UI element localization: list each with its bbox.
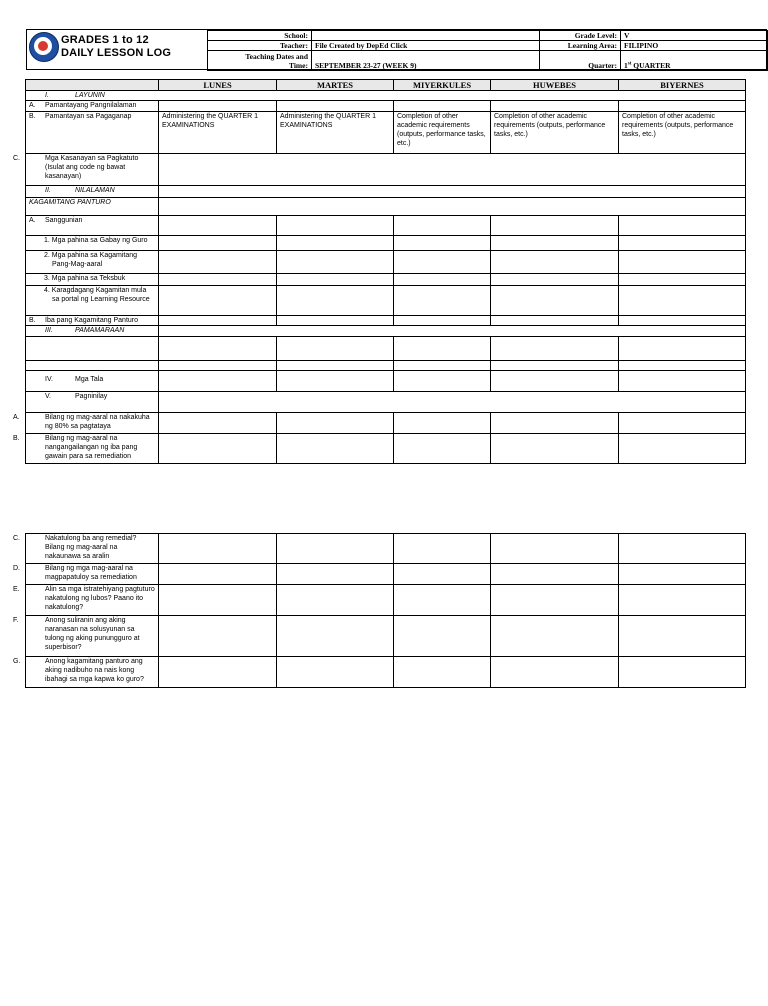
row-label-nakatulong: C. Nakatulong ba ang remedial? Bilang ng mag-aaral na nakaunawa sa aralin (26, 534, 159, 564)
table-row (26, 361, 746, 371)
row-label-pagninilay: V. Pagninilay (26, 392, 159, 413)
grade-level-label: Grade Level: (540, 31, 621, 41)
header-info-table (207, 30, 768, 71)
section-nilalaman: II. NILALAMAN (26, 186, 159, 198)
table-row (26, 112, 746, 154)
teaching-dates-label-line2: Time: (288, 60, 308, 70)
table-row (26, 371, 746, 392)
blank-header-cell (26, 80, 159, 91)
quarter-number: 1 (624, 61, 628, 70)
title-line-1: GRADES 1 to 12 (61, 34, 149, 46)
table-row (26, 101, 746, 112)
pagaganap-huwebes: Completion of other academic requirements (outputs, performance tasks, etc.) (491, 112, 619, 154)
table-row (26, 337, 746, 361)
title-line-2: DAILY LESSON LOG (61, 47, 172, 59)
lesson-table-part-2 (13, 533, 746, 688)
table-row (26, 326, 746, 337)
teaching-dates-value: SEPTEMBER 23-27 (WEEK 9) (312, 51, 540, 71)
document-title (61, 34, 171, 60)
row-label-magpapatuloy: D. Bilang ng mga mag-aaral na magpapatuloy sa remediation (26, 564, 159, 585)
pagaganap-biyernes: Completion of other academic requirements (outputs, performance tasks, etc.) (619, 112, 746, 154)
row-label-kagamitang-mag-aaral: 2. Mga pahina sa Kagamitang Pang-Mag-aaral (26, 251, 159, 274)
day-header-huwebes: HUWEBES (491, 80, 619, 91)
row-label-sanggunian: A. Sanggunian (26, 216, 159, 236)
table-row (26, 316, 746, 326)
teaching-dates-label (208, 51, 312, 71)
teacher-value: File Created by DepEd Click (312, 41, 540, 51)
table-row (26, 286, 746, 316)
row-label-pangnilalaman: A. Pamantayang Pangnilalaman (26, 101, 159, 112)
table-row (26, 657, 746, 688)
school-value (312, 31, 540, 41)
section-kagamitang-panturo: KAGAMITANG PANTURO (26, 198, 159, 216)
learning-area-value: FILIPINO (621, 41, 768, 51)
table-row (26, 616, 746, 657)
row-label-iba-pang: B. Iba pang Kagamitang Panturo (26, 316, 159, 326)
table-row (26, 274, 746, 286)
row-label-bilang-remediation: B. Bilang ng mag-aaral na nangangailangan ng iba pang gawain para sa remediation (26, 434, 159, 464)
table-row (26, 534, 746, 564)
table-row (26, 198, 746, 216)
table-row (26, 236, 746, 251)
table-row (26, 585, 746, 616)
row-label-kasanayan: C. Mga Kasanayan sa Pagkatuto (Isulat ang code ng bawat kasanayan) (26, 154, 159, 186)
quarter-word: QUARTER (633, 61, 671, 70)
day-header-martes: MARTES (277, 80, 394, 91)
day-header-lunes: LUNES (159, 80, 277, 91)
row-label-gabay: 1. Mga pahina sa Gabay ng Guro (26, 236, 159, 251)
lesson-table-part-1 (13, 79, 746, 464)
section-layunin: I. LAYUNIN (26, 91, 746, 101)
quarter-value (621, 51, 768, 71)
grade-level-value: V (621, 31, 768, 41)
table-row (26, 564, 746, 585)
day-header-row (26, 80, 746, 91)
table-row (26, 392, 746, 413)
table-row (26, 91, 746, 101)
day-header-miyerkules: MIYERKULES (394, 80, 491, 91)
school-label: School: (208, 31, 312, 41)
row-label-suliranin: F. Anong suliranin ang aking naranasan na solusyunan sa tulong ng aking punungguro at superbisor? (26, 616, 159, 657)
pagaganap-lunes: Administering the QUARTER 1 EXAMINATIONS (159, 112, 277, 154)
day-header-biyernes: BIYERNES (619, 80, 746, 91)
section-pamamaraan: III. PAMAMARAAN (26, 326, 159, 337)
pagaganap-miyerkules: Completion of other academic requirements (outputs, performance tasks, etc.) (394, 112, 491, 154)
teacher-label: Teacher: (208, 41, 312, 51)
row-label-mga-tala: IV. Mga Tala (26, 371, 159, 392)
quarter-suffix: st (627, 61, 632, 67)
row-label-kagamitang-panturo: G. Anong kagamitang panturo ang aking nadibuho na nais kong ibahagi sa mga kapwa ko guro? (26, 657, 159, 688)
table-row (26, 216, 746, 236)
row-label-teksbuk: 3. Mga pahina sa Teksbuk (26, 274, 159, 286)
row-label-bilang-80: A. Bilang ng mag-aaral na nakakuha ng 80% sa pagtataya (26, 413, 159, 434)
pagaganap-martes: Administering the QUARTER 1 EXAMINATIONS (277, 112, 394, 154)
table-row (26, 154, 746, 186)
table-row (26, 186, 746, 198)
row-label-karagdagang: 4. Karagdagang Kagamitan mula sa portal ng Learning Resource (26, 286, 159, 316)
quarter-label: Quarter: (540, 51, 621, 71)
deped-seal-icon (29, 32, 59, 62)
row-label-istratehiya: E. Alin sa mga istratehiyang pagtuturo nakatulong ng lubos? Paano ito nakatulong? (26, 585, 159, 616)
learning-area-label: Learning Area: (540, 41, 621, 51)
table-row (26, 434, 746, 464)
table-row (26, 251, 746, 274)
row-label-pagaganap: B. Pamantayan sa Pagaganap (26, 112, 159, 154)
table-row (26, 413, 746, 434)
teaching-dates-label-line1: Teaching Dates and (245, 51, 308, 61)
